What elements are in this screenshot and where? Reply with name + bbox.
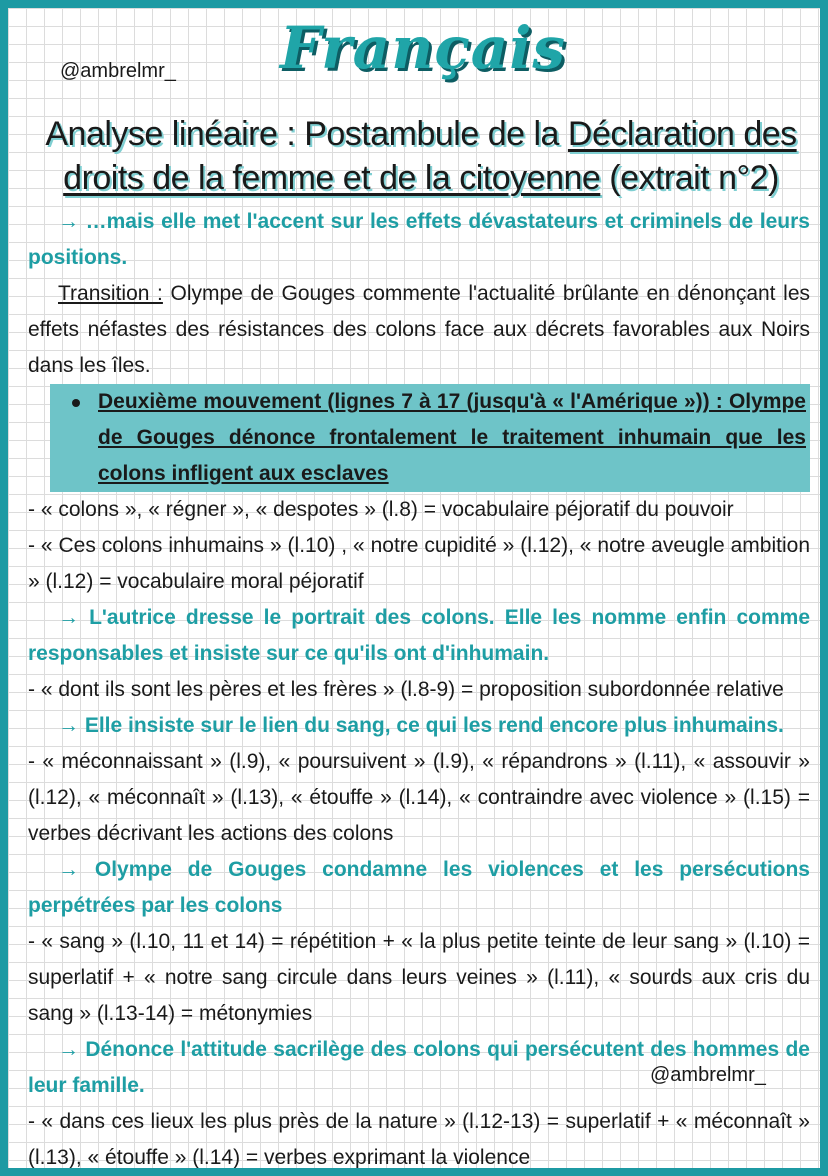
movement-heading — [50, 384, 810, 492]
transition-label: Transition : — [58, 282, 163, 305]
transition-paragraph — [28, 276, 810, 384]
analysis-content — [28, 204, 810, 1168]
conclusion-line: → Elle insiste sur le lien du sang, ce qui les rend encore plus inhumains. — [58, 714, 784, 737]
list-item: - « dans ces lieux les plus près de la nature » (l.12-13) = superlatif + « méconnaît » (l.13), « étouffe » (l.14) = verbes exprimant la violence — [28, 1110, 810, 1168]
list-item: - « colons », « régner », « despotes » (l.8) = vocabulaire péjoratif du pouvoir — [28, 498, 734, 521]
bullet-icon — [72, 399, 80, 407]
subtitle-work-title: Déclaration des droits de la femme et de la citoyenne — [63, 115, 797, 197]
transition-text: Olympe de Gouges commente l'actualité brûlante en dénonçant les effets néfastes des résistances des colons face aux décrets favorables aux Noirs dans les îles. — [28, 282, 811, 377]
subtitle-part1: Analyse linéaire : Postambule de la — [45, 115, 568, 153]
movement-heading-text: Deuxième mouvement (lignes 7 à 17 (jusqu'à « l'Amérique »)) : Olympe de Gouges dénonce frontalement le traitement inhumain que les colons infligent aux esclaves — [98, 390, 806, 485]
conclusion-line: → L'autrice dresse le portrait des colons. Elle les nomme enfin comme responsables et insiste sur ce qu'ils ont d'inhumain. — [28, 606, 810, 665]
list-item: - « méconnaissant » (l.9), « poursuivent » (l.9), « répandrons » (l.11), « assouvir » (l.12), « méconnaît » (l.13), « étouffe » (l.14), « contraindre avec violence » (l.15) = verbes décrivant les actions des colons — [28, 750, 810, 845]
conclusion-line: → Dénonce l'attitude sacrilège des colons qui persécutent des hommes de leur famille. — [28, 1038, 810, 1097]
note-page — [8, 8, 820, 1168]
author-handle-top: @ambrelmr_ — [60, 60, 176, 82]
subtitle-part2: (extrait n°2) — [600, 159, 779, 197]
page-title: Français — [279, 14, 567, 82]
author-handle-bottom: @ambrelmr_ — [650, 1064, 766, 1086]
list-item: - « Ces colons inhumains » (l.10) , « notre cupidité » (l.12), « notre aveugle ambition » (l.12) = vocabulaire moral péjoratif — [28, 534, 810, 593]
list-item: - « dont ils sont les pères et les frères » (l.8-9) = proposition subordonnée relative — [28, 678, 784, 701]
conclusion-line: → Olympe de Gouges condamne les violences et les persécutions perpétrées par les colons — [28, 858, 810, 917]
list-item: - « sang » (l.10, 11 et 14) = répétition + « la plus petite teinte de leur sang » (l.10) = superlatif + « notre sang circule dans leurs veines » (l.11), « sourds aux cris du sang » (l.13-14) = métonymies — [28, 930, 810, 1025]
conclusion-line: → …mais elle met l'accent sur les effets dévastateurs et criminels de leurs positions. — [28, 210, 810, 269]
subtitle — [26, 112, 816, 200]
